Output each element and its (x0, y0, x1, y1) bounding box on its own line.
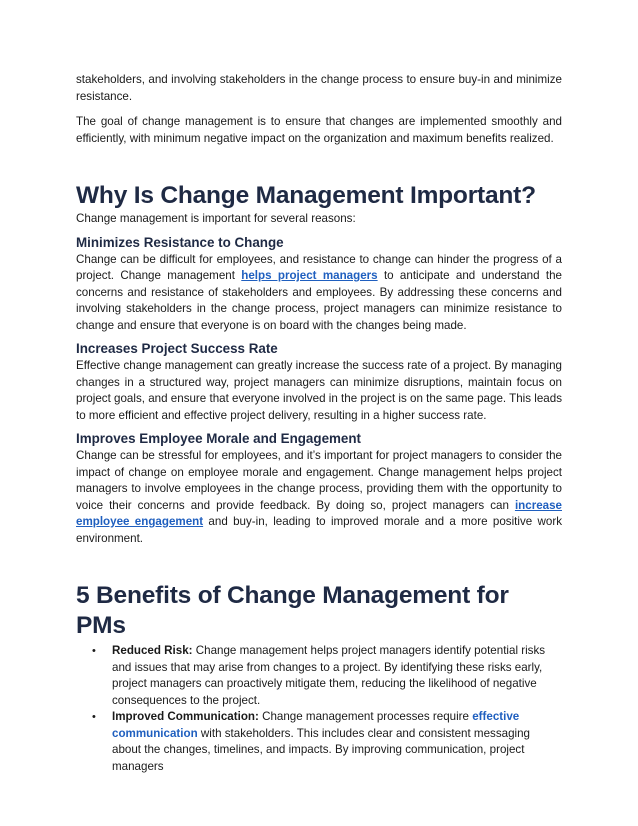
intro-paragraph-2: The goal of change management is to ensure that changes are implemented smoothly and efficiently, with minimum negative impact on the organization and maximum benefits realized. (76, 115, 562, 145)
list-item-reduced-risk (76, 643, 562, 709)
text-segment: Change can be difficult for employees, and resistance to change can hinder the progress of a project. Change management (76, 252, 562, 282)
subheading-success-rate: Increases Project Success Rate (76, 341, 278, 356)
bullet-label: Improved Communication: (112, 710, 259, 723)
why-lead-text: Change management is important for several reasons: (76, 212, 356, 225)
paragraph-morale-engagement (76, 448, 562, 547)
intro-paragraph-1: stakeholders, and involving stakeholders in the change process to ensure buy-in and minimize resistance. (76, 73, 562, 103)
text-segment: to anticipate and understand the concerns and resistance of stakeholders and employees. By addressing these concerns and involving stakeholders in the change process, project managers can minimize resistance to change and ensure that everyone is on board with the changes being made. (76, 269, 562, 332)
bullet-icon: • (92, 645, 96, 657)
bullet-label: Reduced Risk: (112, 644, 193, 657)
link-helps-project-managers[interactable]: helps project managers (241, 269, 378, 282)
paragraph-success-rate: Effective change management can greatly increase the success rate of a project. By managing changes in a structured way, project managers can minimize disruptions, maintain focus on project goals, and ensure that everyone involved in the project is on the same page. This leads to more efficient and effective project delivery, resulting in a higher success rate. (76, 359, 562, 422)
bullet-text: with stakeholders. This includes clear and consistent messaging about the changes, timelines, and impacts. By improving communication, project managers (112, 726, 531, 773)
bullet-icon: • (92, 711, 96, 723)
highlight-effective-communication[interactable]: effective communication (112, 710, 520, 740)
bullet-text: Change management processes require (258, 710, 473, 723)
list-item-improved-communication (76, 709, 562, 775)
text-segment: Change can be stressful for employees, and it’s important for project managers to consider the impact of change on employee morale and engagement. Change management helps project managers to involve employees in the change process, providing them with the opportunity to voice their concerns and provide feedback. By doing so, project managers can (76, 449, 562, 512)
paragraph-minimizes-resistance (76, 252, 562, 335)
subheading-minimizes-resistance: Minimizes Resistance to Change (76, 234, 284, 250)
subheading-morale-engagement: Improves Employee Morale and Engagement (76, 431, 362, 446)
link-increase-employee-engagement[interactable]: increase employee engagement (76, 498, 562, 528)
heading-benefits: 5 Benefits of Change Management for PMs (76, 582, 509, 639)
heading-why-important: Why Is Change Management Important? (76, 182, 536, 209)
benefits-list (76, 643, 562, 775)
text-segment: and buy-in, leading to improved morale and a more positive work environment. (76, 515, 563, 545)
bullet-text: Change management helps project managers identify potential risks and issues that may arise from changes to a project. By identifying these risks early, project managers can proactively mitigate them, reducing the likelihood of negative consequences to the project. (112, 644, 546, 707)
